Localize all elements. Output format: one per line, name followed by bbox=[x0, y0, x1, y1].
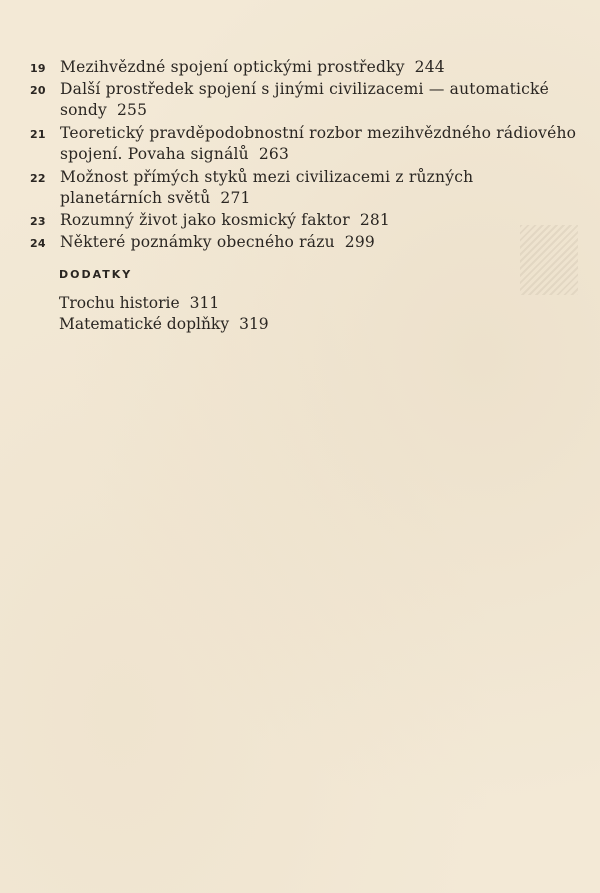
toc-entry-21 bbox=[30, 123, 590, 165]
chapter-title-line1: Teoretický pravděpodobnostní rozbor mezihvězdného rádiového bbox=[60, 124, 577, 142]
chapter-title: Rozumný život jako kosmický faktor bbox=[60, 211, 350, 229]
appendix-list bbox=[59, 293, 269, 335]
chapter-number: 20 bbox=[30, 84, 46, 97]
appendix-title: Matematické doplňky bbox=[59, 315, 230, 333]
toc-entry-19 bbox=[30, 57, 590, 78]
chapter-title-line1: Možnost přímých styků mezi civilizacemi z různých bbox=[60, 168, 474, 186]
chapter-number: 24 bbox=[30, 237, 46, 250]
toc-entry-23 bbox=[30, 210, 590, 231]
chapter-number: 19 bbox=[30, 62, 46, 75]
chapter-number: 22 bbox=[30, 172, 46, 185]
chapter-number: 23 bbox=[30, 215, 46, 228]
page-number: 311 bbox=[189, 294, 220, 312]
appendix-item-math bbox=[59, 314, 269, 335]
appendix-item-history bbox=[59, 293, 269, 314]
toc-entry-20 bbox=[30, 79, 590, 121]
page-number: 281 bbox=[359, 211, 390, 229]
toc-entry-22 bbox=[30, 167, 590, 209]
chapter-title-line1: Další prostředek spojení s jinými civilizacemi — automatické bbox=[60, 80, 550, 98]
chapter-title-line2: spojení. Povaha signálů bbox=[60, 145, 249, 163]
toc-entry-24 bbox=[30, 232, 590, 253]
page-number: 255 bbox=[116, 101, 148, 119]
chapter-title: Mezihvězdné spojení optickými prostředky bbox=[60, 58, 405, 76]
chapter-title: Některé poznámky obecného rázu bbox=[60, 233, 335, 251]
appendix-heading: DODATKY bbox=[59, 268, 133, 281]
table-of-contents bbox=[30, 57, 590, 253]
page-number: 263 bbox=[258, 145, 290, 163]
chapter-title-line2: planetárních světů bbox=[60, 189, 211, 207]
chapter-title-line2: sondy bbox=[60, 101, 107, 119]
page-number: 299 bbox=[344, 233, 375, 251]
page-number: 319 bbox=[239, 315, 269, 333]
page-number: 244 bbox=[414, 58, 445, 76]
appendix-title: Trochu historie bbox=[59, 294, 180, 312]
chapter-number: 21 bbox=[30, 128, 46, 141]
page-number: 271 bbox=[220, 189, 251, 207]
